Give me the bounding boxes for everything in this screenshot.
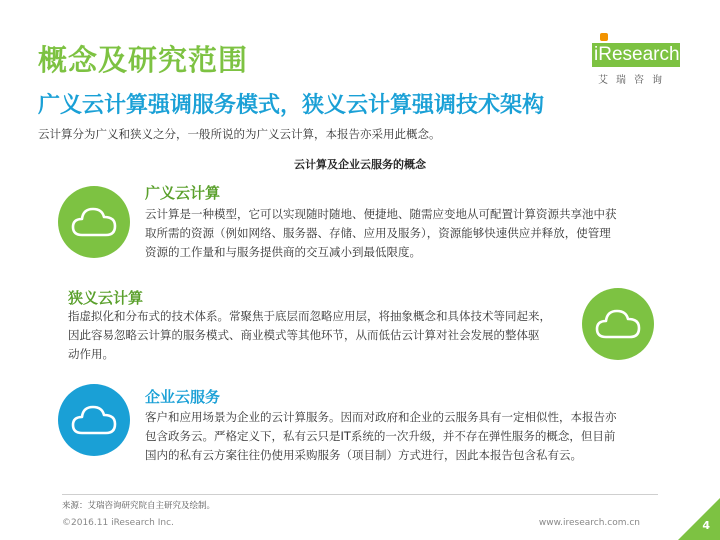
narrow-cloud-title: 狭义云计算 <box>68 289 144 307</box>
body-line: 云计算是一种模型，它可以实现随时随地、便捷地、随需应变地从可配置计算资源共享池中获 <box>145 207 617 221</box>
broad-cloud-circle <box>58 186 130 258</box>
enterprise-cloud-body <box>145 408 617 465</box>
broad-cloud-title: 广义云计算 <box>145 184 221 202</box>
narrow-cloud-circle <box>582 288 654 360</box>
iresearch-logo <box>592 33 688 85</box>
cloud-icon <box>71 204 117 238</box>
broad-cloud-body <box>145 205 617 262</box>
footer-divider <box>62 494 658 495</box>
body-line: 客户和应用场景为企业的云计算服务。因而对政府和企业的云服务具有一定相似性，本报告亦 <box>145 410 617 424</box>
cloud-icon <box>71 402 117 436</box>
corner-triangle <box>678 498 720 540</box>
body-line: 国内的私有云方案往往仍使用采购服务（项目制）方式进行，因此本报告包含私有云。 <box>145 448 582 462</box>
body-line: 动作用。 <box>68 347 114 361</box>
enterprise-cloud-title: 企业云服务 <box>145 388 221 406</box>
page-title: 概念及研究范围 <box>38 43 249 77</box>
intro-text: 云计算分为广义和狭义之分，一般所说的为广义云计算，本报告亦采用此概念。 <box>38 127 441 141</box>
narrow-cloud-body <box>68 307 551 364</box>
body-line: 取所需的资源（例如网络、服务器、存储、应用及服务），资源能够快速供应并释放，使管理 <box>145 226 611 240</box>
body-line: 指虚拟化和分布式的技术体系。常聚焦于底层而忽略应用层，将抽象概念和具体技术等同起来， <box>68 309 551 323</box>
page-number: 4 <box>702 519 710 532</box>
body-line: 资源的工作量和与服务提供商的交互减小到最低限度。 <box>145 245 421 259</box>
website-link[interactable]: www.iresearch.com.cn <box>538 518 640 528</box>
logo-dot-icon <box>600 33 608 41</box>
body-line: 因此容易忽略云计算的服务模式、商业模式等其他环节，从而低估云计算对社会发展的整体驱 <box>68 328 540 342</box>
source-note: 来源：艾瑞咨询研究院自主研究及绘制。 <box>62 501 216 511</box>
enterprise-cloud-circle <box>58 384 130 456</box>
logo-subtitle: 艾瑞咨询 <box>598 75 670 86</box>
body-line: 包含政务云。严格定义下，私有云只是IT系统的一次升级，并不存在弹性服务的概念，但目前 <box>145 429 616 443</box>
page-subtitle: 广义云计算强调服务模式，狭义云计算强调技术架构 <box>38 93 545 118</box>
logo-brand: iResearch <box>594 44 680 65</box>
copyright: ©2016.11 iResearch Inc. <box>62 518 174 528</box>
diagram-title: 云计算及企业云服务的概念 <box>294 158 426 171</box>
cloud-icon <box>595 306 641 340</box>
